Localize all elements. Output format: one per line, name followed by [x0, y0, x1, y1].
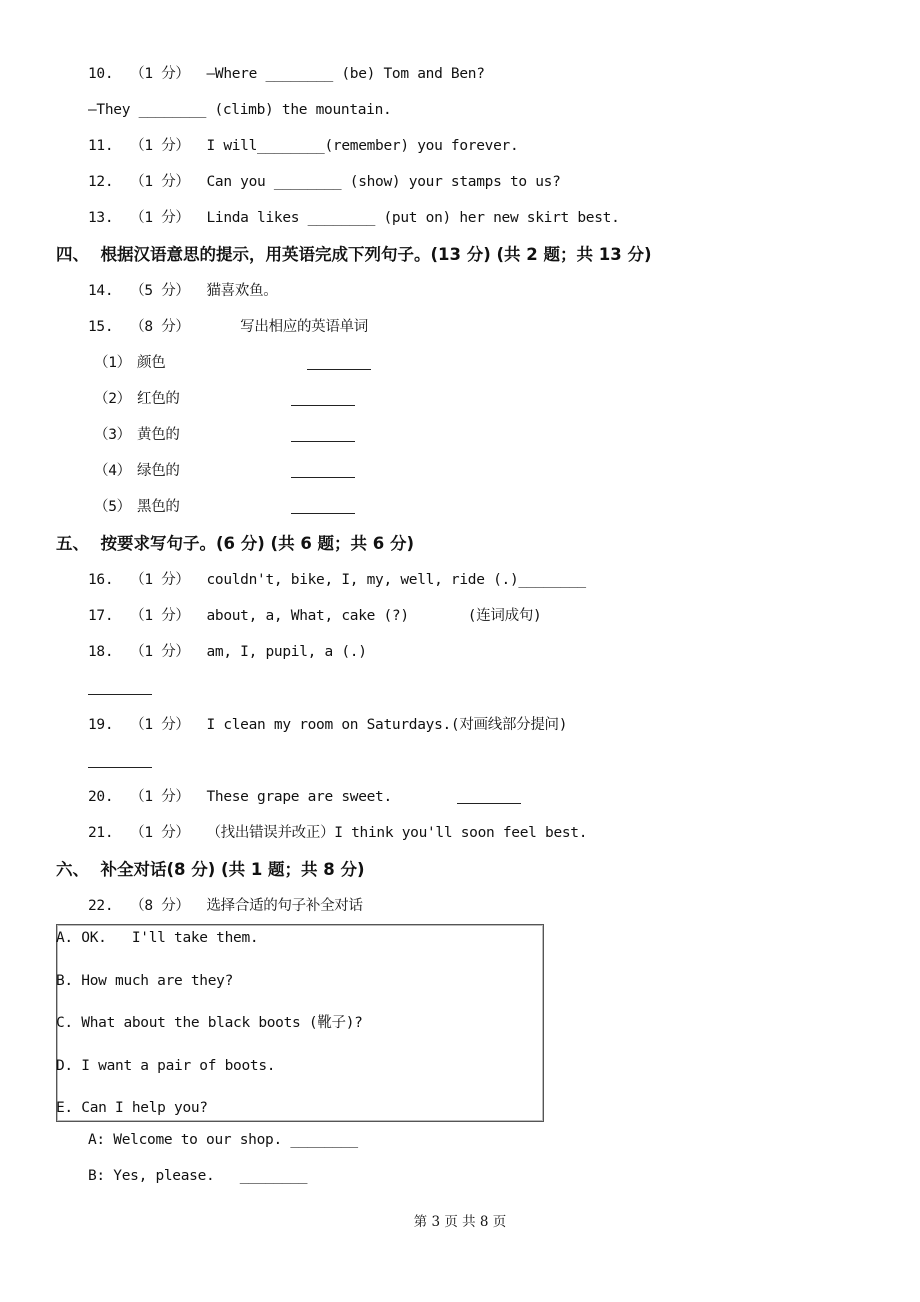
answer-blank [457, 803, 521, 804]
question-19: 19. （1 分） I clean my room on Saturdays.(对画线部分提问) [88, 717, 568, 733]
question-17: 17. （1 分） about, a, What, cake (?) (连词成句) [88, 608, 542, 624]
question-14: 14. （5 分） 猫喜欢鱼。 [88, 283, 278, 299]
page-footer: 第 3 页 共 8 页 [413, 1214, 507, 1230]
answer-blank [291, 477, 355, 478]
sub-item-2-number: （2） [94, 391, 131, 407]
sub-item-5-number: （5） [94, 499, 131, 515]
section-6-heading: 六、 补全对话(8 分) (共 1 题；共 8 分) [56, 860, 365, 879]
question-10-line-1: 10. （1 分） —Where ________ (be) Tom and Ben? [88, 66, 485, 82]
sub-item-5-text: 黑色的 [137, 499, 180, 515]
question-12: 12. （1 分） Can you ________ (show) your stamps to us? [88, 174, 561, 190]
section-4-heading: 四、 根据汉语意思的提示，用英语完成下列句子。(13 分) (共 2 题；共 13 分) [56, 245, 652, 264]
sub-item-3-text: 黄色的 [137, 427, 180, 443]
question-21: 21. （1 分） （找出错误并改正）I think you'll soon feel best. [88, 825, 588, 841]
option-c: C. What about the black boots (靴子)? [56, 1015, 363, 1031]
sub-item-1-number: （1） [94, 355, 131, 371]
option-d: D. I want a pair of boots. [56, 1058, 276, 1074]
dialog-line-b: B: Yes, please. ________ [88, 1168, 308, 1184]
sub-item-2-text: 红色的 [137, 391, 180, 407]
question-10-line-2: —They ________ (climb) the mountain. [88, 102, 392, 118]
question-18: 18. （1 分） am, I, pupil, a (.) [88, 644, 367, 660]
sub-item-4-text: 绿色的 [137, 463, 180, 479]
question-11: 11. （1 分） I will________(remember) you forever. [88, 138, 519, 154]
answer-blank [307, 369, 371, 370]
answer-blank [291, 441, 355, 442]
question-13: 13. （1 分） Linda likes ________ (put on) her new skirt best. [88, 210, 620, 226]
question-20: 20. （1 分） These grape are sweet. [88, 789, 392, 805]
answer-blank [291, 405, 355, 406]
option-b: B. How much are they? [56, 973, 234, 989]
dialog-line-a: A: Welcome to our shop. ________ [88, 1132, 358, 1148]
answer-blank [291, 513, 355, 514]
option-e: E. Can I help you? [56, 1100, 208, 1116]
question-16: 16. （1 分） couldn't, bike, I, my, well, ride (.)________ [88, 572, 586, 588]
sub-item-3-number: （3） [94, 427, 131, 443]
answer-blank [88, 767, 152, 768]
question-22: 22. （8 分） 选择合适的句子补全对话 [88, 898, 363, 914]
option-a: A. OK. I'll take them. [56, 930, 259, 946]
question-15: 15. （8 分） 写出相应的英语单词 [88, 319, 368, 335]
sub-item-1-text: 颜色 [137, 355, 166, 371]
answer-blank [88, 694, 152, 695]
sub-item-4-number: （4） [94, 463, 131, 479]
section-5-heading: 五、 按要求写句子。(6 分) (共 6 题；共 6 分) [56, 534, 415, 553]
